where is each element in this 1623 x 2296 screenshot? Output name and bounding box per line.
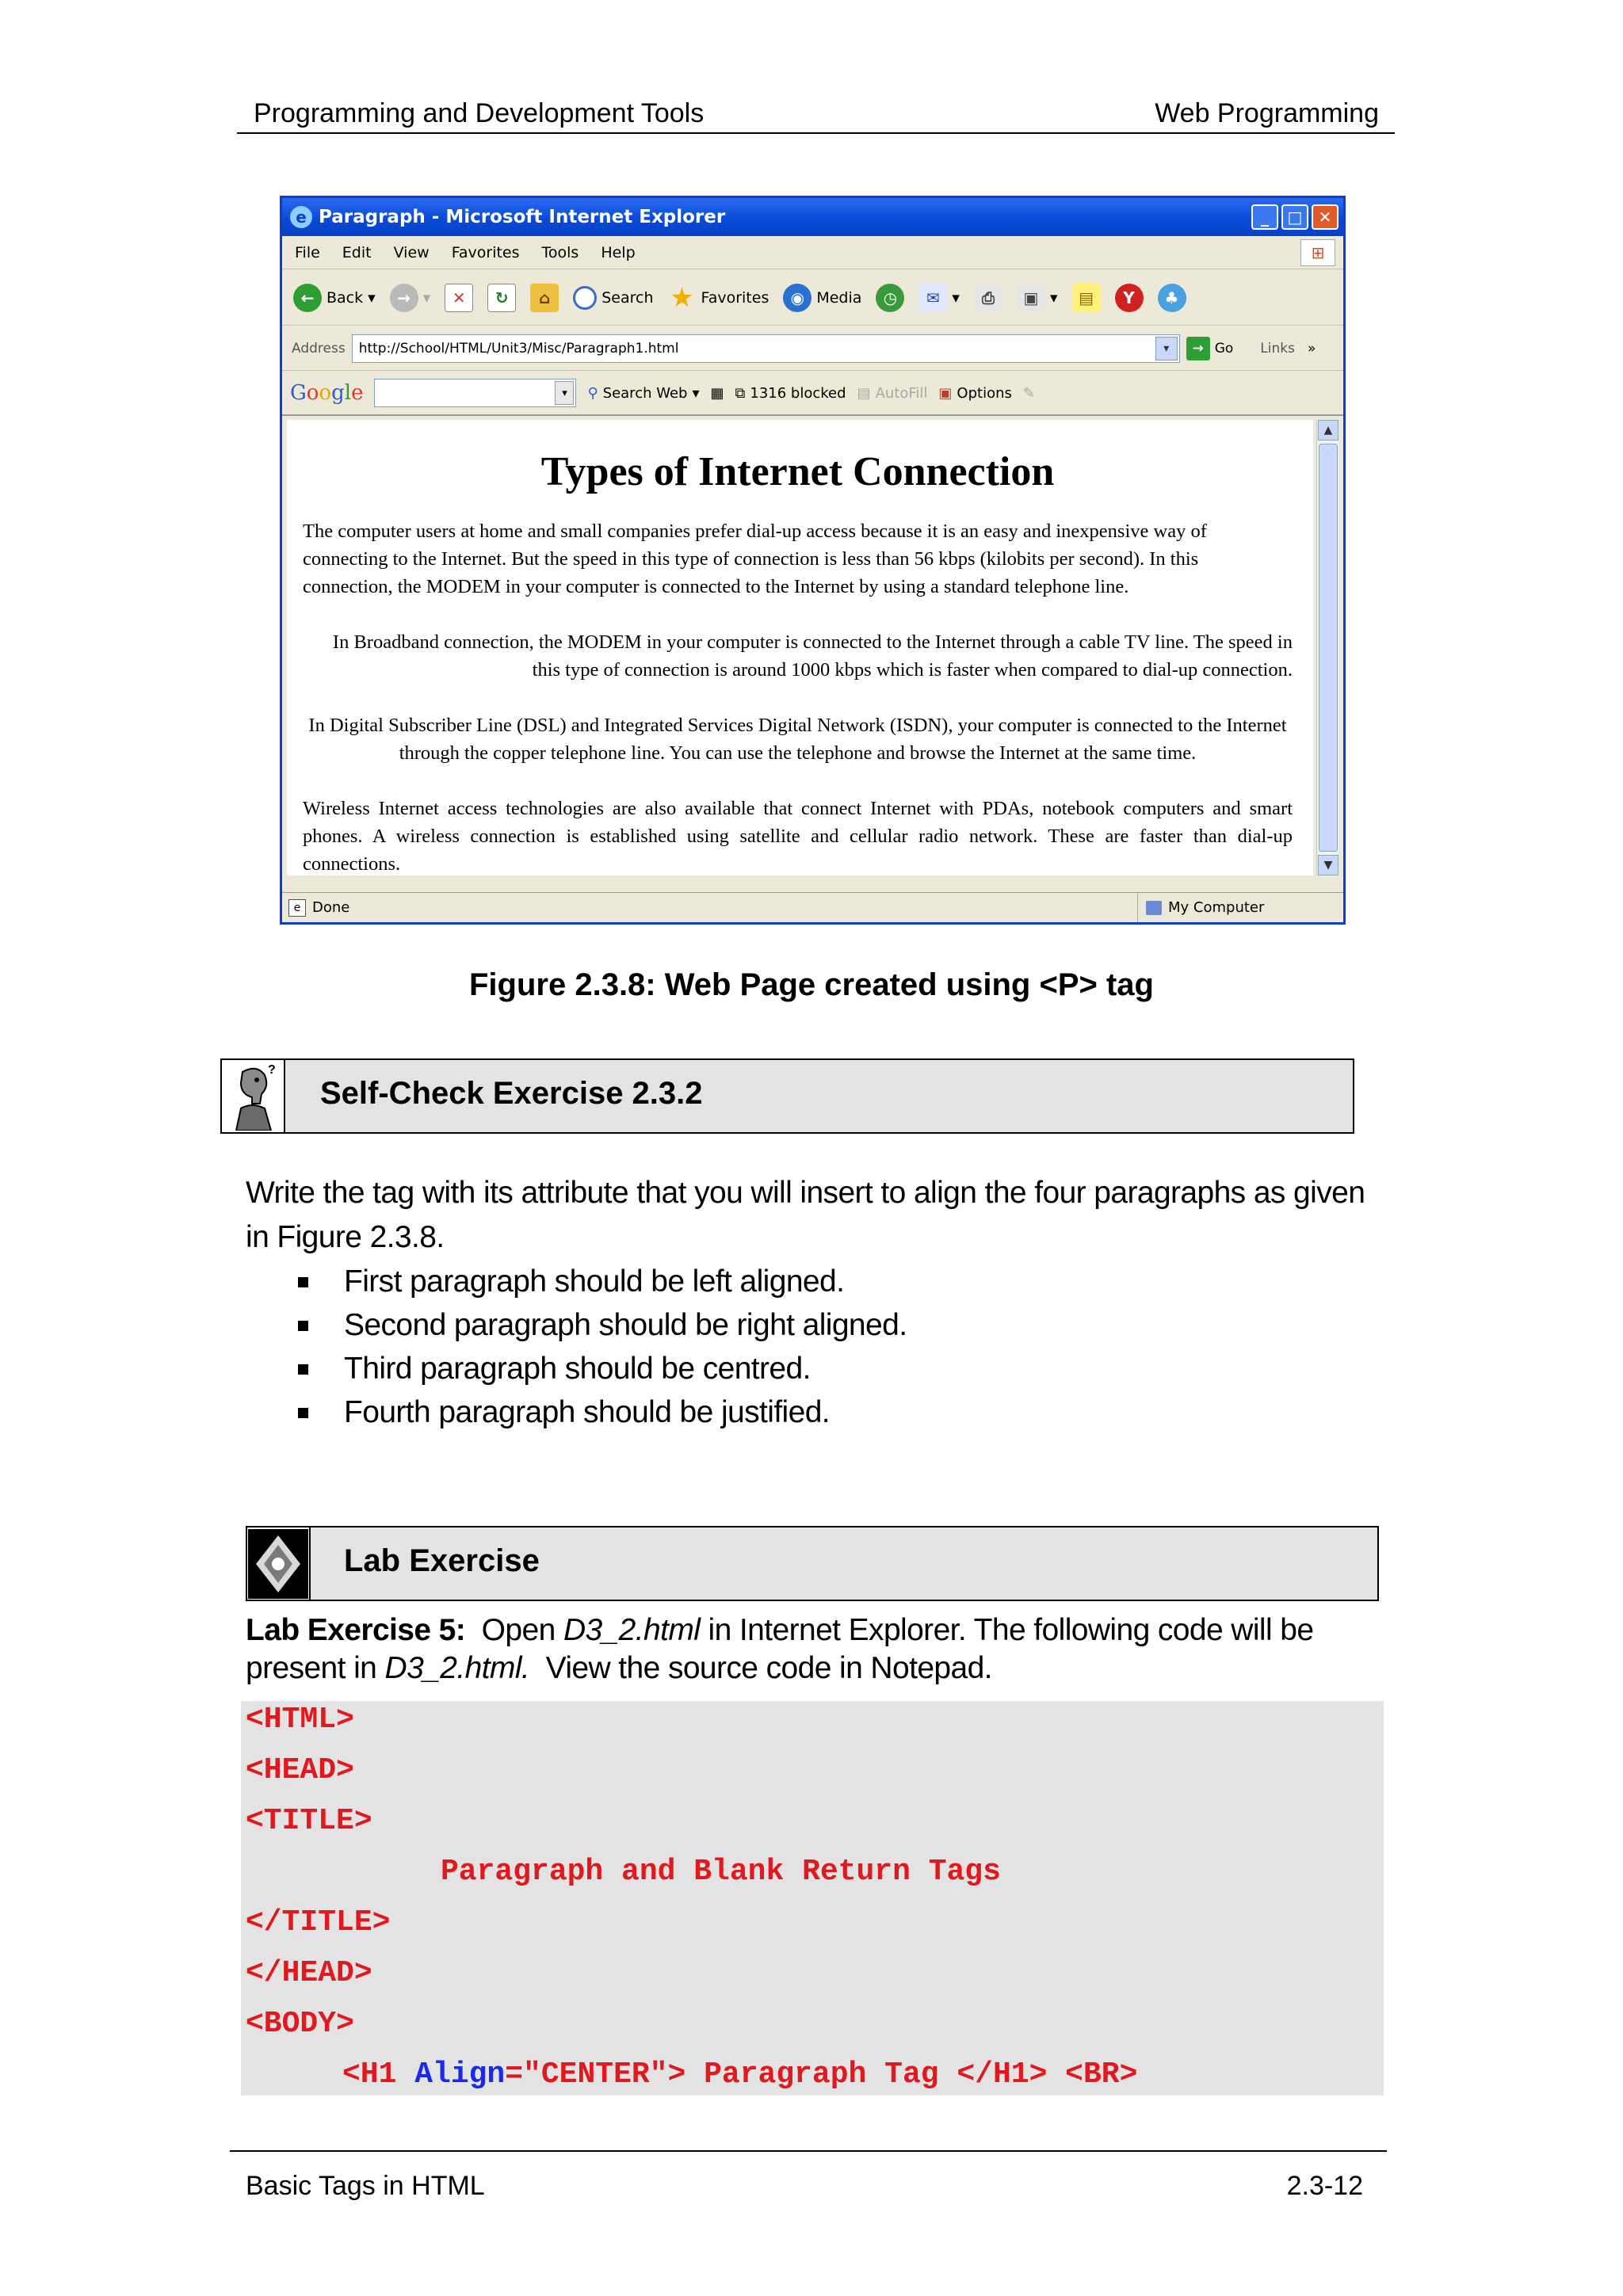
edit-dropdown-icon[interactable]: ▾ — [1049, 288, 1058, 307]
discuss-icon[interactable]: ▤ — [1072, 284, 1101, 312]
media-button[interactable] — [783, 284, 861, 312]
lab-mid: in Internet Explorer. The following code will be present in — [246, 1613, 1314, 1685]
address-bar — [282, 326, 1343, 371]
code-listing — [241, 1701, 1384, 2096]
menu-edit[interactable]: Edit — [342, 243, 372, 261]
go-arrow-icon: → — [1186, 337, 1210, 360]
google-logo[interactable]: Google — [290, 381, 364, 405]
code-h1-rest: Paragraph Tag </H1> <BR> — [685, 2058, 1138, 2092]
mail-dropdown-icon[interactable]: ▾ — [952, 288, 960, 307]
scroll-thumb[interactable] — [1319, 444, 1338, 852]
lab-flask-icon — [247, 1527, 311, 1600]
browser-title: Paragraph - Microsoft Internet Explorer — [319, 207, 726, 227]
code-line: <TITLE> — [246, 1804, 372, 1838]
code-h1-value: ="CENTER"> — [505, 2058, 686, 2092]
lab-exercise-title: Lab Exercise — [344, 1543, 540, 1578]
favorites-button[interactable] — [668, 281, 769, 314]
paragraph-center: In Digital Subscriber Line (DSL) and Integrated Services Digital Network (ISDN), your computer is connected to the Internet through the copper telephone line. You can use the telephone and browse the Internet at the same time. — [308, 715, 1287, 764]
code-line: Paragraph and Blank Return Tags — [441, 1855, 1001, 1889]
pagerank-icon[interactable]: ▦ — [710, 384, 724, 402]
code-line-h1 — [342, 2058, 1137, 2092]
media-icon: ◉ — [783, 284, 812, 312]
maximize-icon[interactable]: □ — [1281, 204, 1308, 230]
lab-tail: View the source code in Notepad. — [545, 1651, 992, 1685]
scroll-up-icon[interactable]: ▲ — [1318, 420, 1338, 441]
popup-blocked-icon: ⧉ — [735, 384, 746, 402]
google-dropdown-icon[interactable]: ▾ — [555, 381, 574, 405]
code-line: </TITLE> — [246, 1905, 391, 1939]
edit-icon[interactable]: ▣ — [1017, 284, 1045, 312]
forward-dropdown-icon[interactable]: ▾ — [422, 288, 431, 307]
self-check-title: Self-Check Exercise 2.3.2 — [320, 1076, 703, 1111]
toolbar — [282, 270, 1343, 326]
footer-left: Basic Tags in HTML — [246, 2171, 485, 2201]
messenger-icon[interactable]: ♣ — [1158, 284, 1186, 312]
menu-tools[interactable]: Tools — [541, 243, 579, 261]
lab-label: Lab Exercise 5: — [246, 1613, 466, 1647]
search-label: Search — [601, 288, 654, 307]
search-web-button[interactable] — [587, 385, 699, 402]
search-web-dropdown-icon[interactable]: ▾ — [692, 384, 700, 402]
mail-icon[interactable]: ✉ — [918, 284, 947, 312]
popup-blocker-button[interactable] — [735, 385, 846, 402]
menu-bar — [282, 236, 1343, 269]
page-content — [287, 420, 1313, 875]
stop-icon[interactable]: ✕ — [445, 284, 473, 312]
list-item: Fourth paragraph should be justified. — [295, 1390, 907, 1434]
list-item: Third paragraph should be centred. — [295, 1347, 907, 1390]
menu-favorites[interactable]: Favorites — [451, 243, 520, 261]
lab-instructions — [246, 1611, 1387, 1688]
highlight-icon[interactable]: ✎ — [1022, 384, 1035, 402]
list-item: First paragraph should be left aligned. — [295, 1260, 907, 1303]
security-zone — [1137, 893, 1343, 922]
lab-file-1: D3_2.html — [563, 1613, 701, 1647]
thinking-person-icon — [222, 1060, 285, 1132]
minimize-icon[interactable]: _ — [1251, 204, 1278, 230]
vertical-scrollbar[interactable] — [1316, 420, 1338, 875]
page-heading: Types of Internet Connection — [540, 449, 1055, 494]
forward-icon: → — [390, 284, 418, 312]
code-line: <HTML> — [246, 1703, 354, 1737]
refresh-icon[interactable]: ↻ — [487, 284, 516, 312]
status-bar — [282, 892, 1343, 922]
search-icon — [573, 286, 597, 310]
blocked-label: 1316 blocked — [750, 384, 846, 402]
self-check-banner — [220, 1058, 1354, 1134]
chevron-right-icon[interactable]: » — [1307, 340, 1316, 357]
address-input[interactable] — [352, 334, 1180, 363]
menu-help[interactable]: Help — [601, 243, 636, 261]
favorites-label: Favorites — [701, 288, 769, 307]
favorites-star-icon: ★ — [670, 281, 694, 314]
code-h1-attr: Align — [414, 2058, 506, 2092]
options-icon: ▣ — [938, 384, 953, 402]
go-button[interactable] — [1186, 337, 1234, 360]
paragraph-left: The computer users at home and small companies prefer dial-up access because it is an easy and inexpensive way of connecting to the Internet. But the speed in this type of connection is less than 56 kbps (kilobits per second). In this connection, the MODEM in your computer is connected to the Internet by using a standard telephone line. — [303, 521, 1207, 597]
header-right: Web Programming — [1155, 98, 1379, 128]
back-label: Back — [327, 288, 364, 307]
autofill-icon: ▤ — [857, 384, 871, 402]
lab-exercise-banner — [246, 1526, 1379, 1601]
browser-window — [280, 196, 1346, 925]
autofill-button[interactable] — [857, 385, 928, 402]
code-line: <BODY> — [246, 2007, 354, 2041]
page-done-icon: e — [288, 899, 306, 917]
search-button[interactable] — [573, 286, 653, 310]
search-web-label: Search Web — [602, 384, 688, 402]
menu-file[interactable]: File — [295, 243, 320, 261]
back-dropdown-icon[interactable]: ▾ — [368, 288, 376, 307]
status-text: Done — [312, 899, 350, 916]
zone-label: My Computer — [1168, 899, 1265, 916]
browser-title-bar — [282, 198, 1343, 236]
self-check-list — [295, 1260, 907, 1434]
yahoo-icon[interactable]: Y — [1115, 284, 1144, 312]
paragraph-right: In Broadband connection, the MODEM in your computer is connected to the Internet through a cable TV line. The speed in this type of connection is around 1000 kbps which is faster when compared to dial-up connection. — [332, 631, 1293, 681]
media-label: Media — [816, 288, 862, 307]
figure-caption: Figure 2.3.8: Web Page created using <P> tag — [469, 967, 1154, 1002]
ie-logo-icon: e — [290, 206, 312, 228]
list-item: Second paragraph should be right aligned. — [295, 1303, 907, 1347]
history-icon[interactable]: ◷ — [876, 284, 904, 312]
self-check-intro: Write the tag with its attribute that you will insert to align the four paragraphs as given in Figure 2.3.8. — [246, 1176, 1365, 1254]
windows-logo-icon: ⊞ — [1300, 239, 1335, 266]
home-icon[interactable]: ⌂ — [530, 284, 559, 312]
lab-file-2: D3_2.html. — [384, 1651, 530, 1685]
autofill-label: AutoFill — [875, 384, 928, 402]
back-button[interactable] — [293, 284, 376, 312]
search-web-icon: ⚲ — [587, 384, 598, 402]
footer-rule — [230, 2150, 1387, 2152]
google-toolbar — [282, 372, 1343, 416]
forward-button[interactable] — [390, 284, 431, 312]
go-label: Go — [1214, 340, 1234, 357]
code-line: </HEAD> — [246, 1956, 372, 1990]
svg-text:?: ? — [268, 1062, 276, 1077]
links-label[interactable]: Links — [1260, 340, 1295, 357]
options-label: Options — [957, 384, 1012, 402]
code-line: <HEAD> — [246, 1753, 354, 1787]
header-left: Programming and Development Tools — [254, 98, 705, 128]
paragraph-justify: Wireless Internet access technologies are also available that connect Internet with PDAs, notebook computers and smart phones. A wireless connection is established using satellite and cellular radio network. These are faster than dial-up connections. — [303, 798, 1293, 875]
address-label: Address — [292, 340, 346, 357]
lab-open: Open — [481, 1613, 556, 1647]
address-dropdown-icon[interactable]: ▾ — [1155, 337, 1178, 360]
close-icon[interactable]: ✕ — [1312, 204, 1338, 230]
menu-view[interactable]: View — [393, 243, 430, 261]
scroll-down-icon[interactable]: ▼ — [1318, 855, 1338, 875]
print-icon[interactable]: ⎙ — [974, 284, 1002, 312]
code-h1-open: <H1 — [342, 2058, 415, 2092]
address-url: http://School/HTML/Unit3/Misc/Paragraph1.html — [358, 340, 679, 357]
back-icon: ← — [293, 284, 322, 312]
header-rule — [237, 132, 1395, 134]
google-search-input[interactable] — [374, 379, 576, 407]
my-computer-icon — [1146, 901, 1162, 915]
options-button[interactable] — [938, 385, 1011, 402]
page-number: 2.3-12 — [1286, 2171, 1363, 2201]
